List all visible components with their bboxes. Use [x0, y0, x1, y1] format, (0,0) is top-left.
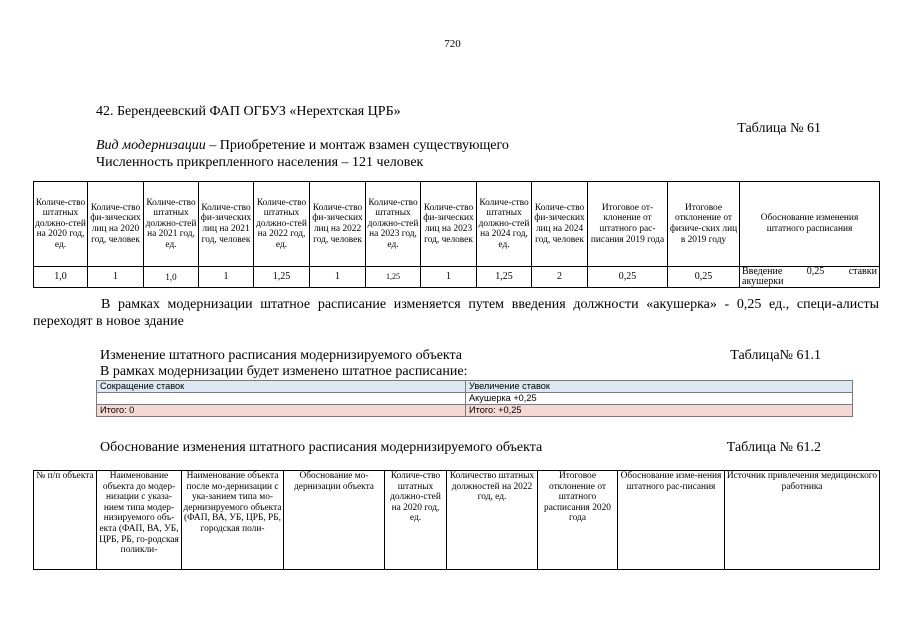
header-cell: Количе-ство штатных должно-стей на 2022 год, ед. [254, 182, 310, 267]
table-row [34, 267, 880, 288]
header-cell: Количе-ство фи-зических лиц на 2021 год, человек [199, 182, 254, 267]
total-increase: Итого: +0,25 [466, 405, 853, 417]
header-cell: Количе-ство штатных должно-стей на 2024 год, ед. [477, 182, 532, 267]
column-header-reduce: Сокращение ставок [97, 381, 466, 393]
justification-table-612 [33, 470, 880, 570]
value-cell: 2 [532, 267, 588, 288]
value-cell: 1 [199, 267, 254, 288]
total-row [97, 405, 853, 417]
header-cell: Количе-ство фи-зических лиц на 2020 год, человек [88, 182, 144, 267]
increase-cell: Акушерка +0,25 [466, 393, 853, 405]
page-number: 720 [444, 38, 461, 50]
table-label-611: Таблица№ 61.1 [730, 348, 821, 363]
section-heading: 42. Берендеевский ФАП ОГБУЗ «Нерехтская ЦРБ» [96, 104, 401, 119]
header-cell: № п/п объекта [34, 471, 97, 570]
value-cell: 1,0 [144, 267, 199, 288]
justification-word: ставки [848, 266, 877, 277]
value-cell: 1 [421, 267, 477, 288]
reduce-cell [97, 393, 466, 405]
value-cell: 1 [310, 267, 366, 288]
header-cell: Количе-ство штатных должно-стей на 2020 год, ед. [385, 471, 447, 570]
value-cell: 1,25 [254, 267, 310, 288]
staffing-change-table-611 [96, 380, 853, 417]
table-header-row [34, 182, 880, 267]
table-label-61: Таблица № 61 [737, 121, 821, 136]
header-cell: Количе-ство фи-зических лиц на 2023 год, человек [421, 182, 477, 267]
table-row [97, 393, 853, 405]
header-cell: Итоговое отклонение от штатного расписания 2020 года [538, 471, 618, 570]
value-cell: 1,0 [34, 267, 88, 288]
header-cell: Количе-ство фи-зических лиц на 2022 год, человек [310, 182, 366, 267]
value-cell: 0,25 [588, 267, 668, 288]
table-611-intro: В рамках модернизации будет изменено штатное расписание: [100, 364, 468, 379]
population-line: Численность прикрепленного населения – 121 человек [96, 155, 424, 170]
justification-cell [740, 267, 880, 288]
table-611-heading: Изменение штатного расписания модернизируемого объекта [100, 348, 463, 363]
header-cell: Количе-ство штатных должно-стей на 2021 год, ед. [144, 182, 199, 267]
header-cell: Источник привлечения медицинского работника [725, 471, 880, 570]
total-reduce: Итого: 0 [97, 405, 466, 417]
table-header-row [34, 471, 880, 570]
header-cell: Обоснование мо-дернизации объекта [284, 471, 385, 570]
header-cell: Наименование объекта до модер-низации с указа-нием типа модер-низируемого объ-екта (ФАП, ВА, УБ, ЦРБ, РБ, го-родская поликли- [97, 471, 182, 570]
column-header-increase: Увеличение ставок [466, 381, 853, 393]
header-cell: Итоговое от-клонение от штатного рас-писания 2019 года [588, 182, 668, 267]
header-cell: Обоснование изме-нения штатного рас-писания [618, 471, 725, 570]
header-cell: Обоснование изменения штатного расписания [740, 182, 880, 267]
table-header-row [97, 381, 853, 393]
value-cell: 0,25 [668, 267, 740, 288]
header-cell: Наименование объекта после мо-дернизации с ука-занием типа мо-дернизируемого объекта (ФАП, ВА, УБ, ЦРБ, РБ, городская поли- [182, 471, 284, 570]
modernization-paragraph: В рамках модернизации штатное расписание изменяется путем введения должности «акушерка» - 0,25 ед., специ-алисты переходят в новое здание [33, 297, 879, 329]
header-cell: Количе-ство штатных должно-стей на 2023 год, ед. [366, 182, 421, 267]
staffing-table-61 [33, 181, 880, 288]
justification-word: акушерки [742, 276, 784, 287]
header-cell: Итоговое отклонение от физиче-ских лиц в 2019 году [668, 182, 740, 267]
table-612-heading: Обоснование изменения штатного расписания модернизируемого объекта [100, 440, 543, 455]
header-cell: Количе-ство фи-зических лиц на 2024 год, человек [532, 182, 588, 267]
table-label-612: Таблица № 61.2 [726, 440, 821, 455]
justification-word: 0,25 [806, 266, 825, 277]
header-cell: Количество штатных должностей на 2022 год, ед. [447, 471, 538, 570]
justification-word: Введение [742, 266, 783, 277]
modernization-type-label: Вид модернизации [96, 138, 206, 153]
modernization-type-line [96, 138, 509, 154]
value-cell: 1 [88, 267, 144, 288]
modernization-type-value: – Приобретение и монтаж взамен существующего [205, 138, 509, 153]
value-cell: 1,25 [477, 267, 532, 288]
value-cell: 1,25 [366, 267, 421, 288]
header-cell: Количе-ство штатных должно-стей на 2020 год, ед. [34, 182, 88, 267]
